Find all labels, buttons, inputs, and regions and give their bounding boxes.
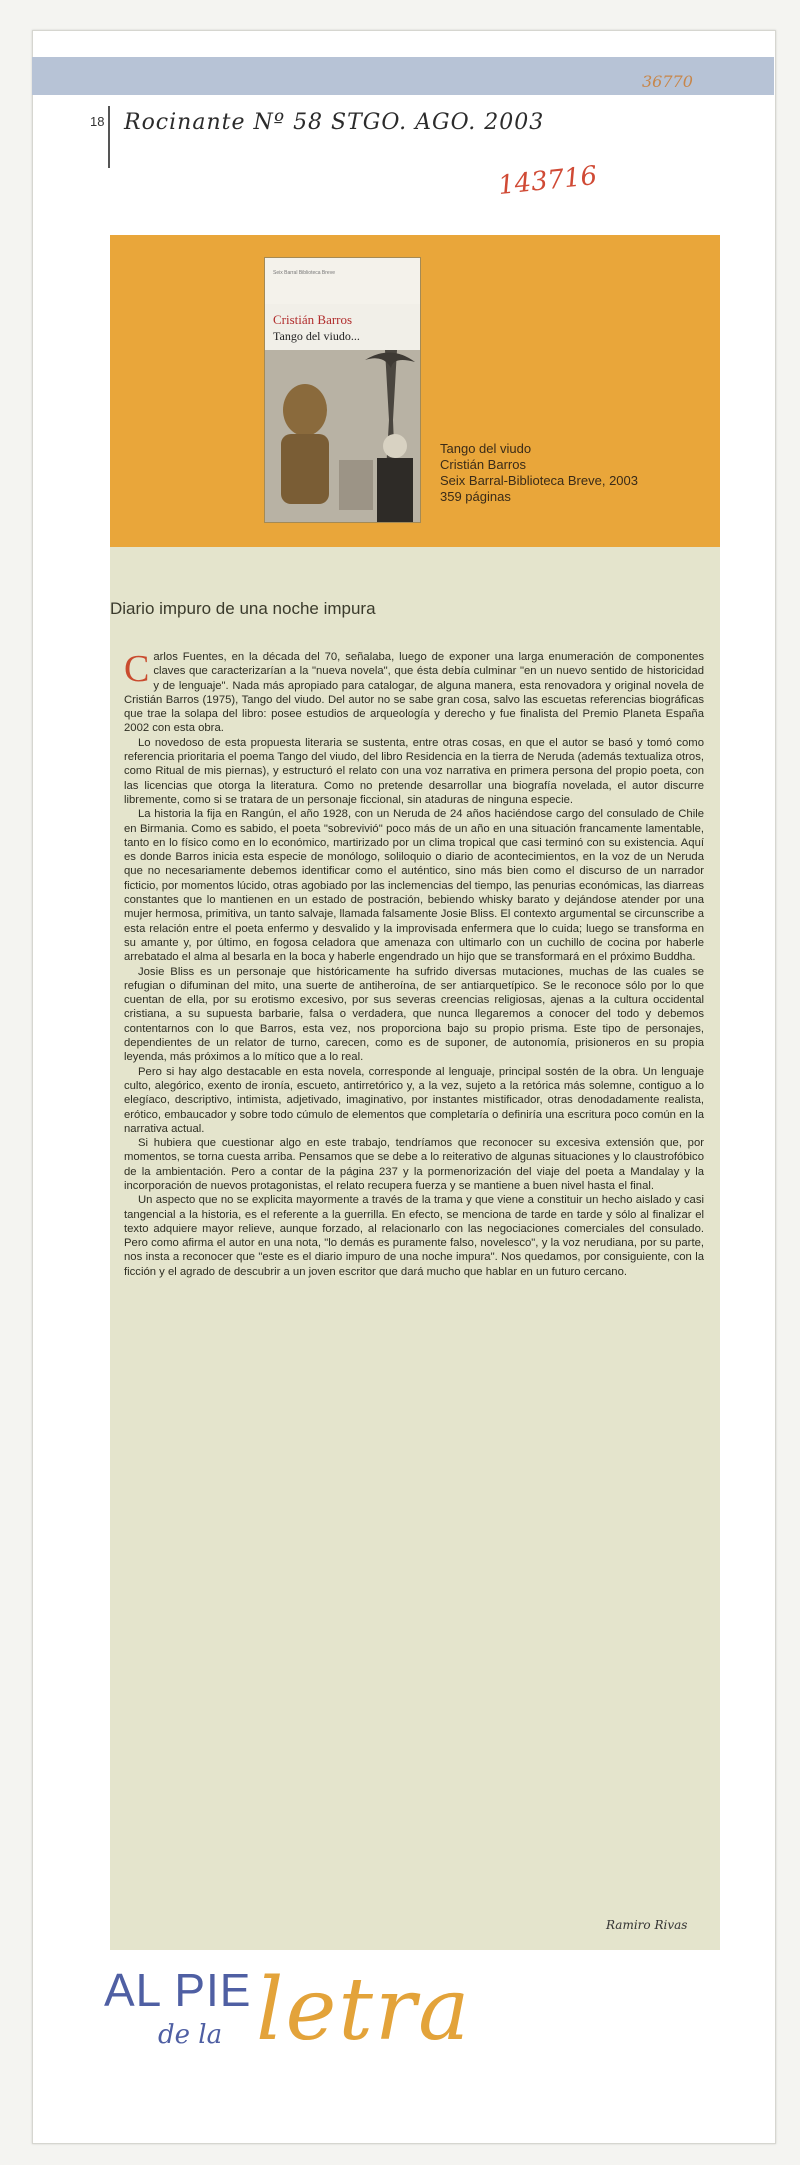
cover-top-band [265,258,420,304]
paragraph: Lo novedoso de esta propuesta literaria se sustenta, entre otras cosas, en que el autor se basó y tomó como referencia prioritaria el poema Tango del viudo, del libro Residencia en la tierra de Neruda (además textualiza otros, como Ritual de mis piernas), y estructuró el relato con una voz narrativa en primera persona del propio poeta, con las licencias que otorga la literatura. Como no pretende desarrollar una biografía novelada, el autor discurre libremente, como si se tratara de un personaje ficcional, sin ataduras de ninguna especie. [124,736,704,806]
red-reference-number: 143716 [496,160,599,202]
drop-cap: C [124,648,150,690]
article-title: Diario impuro de una noche impura [110,599,376,618]
section-logo-al-pie: AL PIE [104,1964,252,2016]
section-logo-de-la: de la [158,2020,223,2050]
book-publisher: Seix Barral-Biblioteca Breve, 2003 [440,473,638,488]
handwritten-top-note: 36770 [642,72,693,91]
cover-series-label: Seix Barral Biblioteca Breve [273,270,335,276]
paragraph: Pero si hay algo destacable en esta novela, corresponde al lenguaje, principal sostén de la obra. Un lenguaje culto, alegórico, exento de ironía, escueto, antirretórico y, a la vez, sujeto a la retórica más solemne, contiguo a lo elegíaco, descriptivo, intimista, adjetivado, imaginativo, por instantes mistificador, otras denodadamente realista, erótico, embaucador y sobre todo cúmulo de elementos que completaría o definiría una escritura poco común en la narrativa actual. [124,1065,704,1135]
paragraph: Si hubiera que cuestionar algo en este trabajo, tendríamos que reconocer su excesiva extensión que, por momentos, se torna cuesta arriba. Pensamos que se debe a lo reiterativo de algunas situaciones y lo claustrofóbico de la ambientación. Pero a contar de la página 237 y la pormenorización del viaje del poeta a Mandalay y la incorporación de nuevos protagonistas, el relato recupera fuerza y se mantiene a buen nivel hasta el final. [124,1137,704,1192]
book-title: Tango del viudo [440,441,532,456]
book-author: Cristián Barros [440,457,526,472]
paragraph: Carlos Fuentes, en la década del 70, señalaba, luego de exponer una larga enumeración de componentes claves que caracterizarían a la "nueva novela", que ésta debía culminar "en un nuevo sentido de historicidad y de lenguaje". Nada más apropiado para catalogar, de alguna manera, esta renovadora y original novela de Cristián Barros (1975), Tango del viudo. Del autor no se sabe gran cosa, salvo las escuetas referencias biográficas que trae la solapa del libro: posee estudios de arqueología y derecho y fue finalista del Premio Planeta España 2002 con esta obra. [124,648,704,735]
book-cover [264,257,421,523]
page-number: 18 [90,114,105,129]
book-details [440,441,638,505]
cover-photo [265,350,420,522]
cover-title: Tango del viudo... [273,329,360,343]
paragraph: La historia la fija en Rangún, el año 1928, con un Neruda de 24 años haciéndose cargo del consulado de Chile en Birmania. Como es sabido, el poeta "sobrevivió" poco más de un año en una situación francamente lamentable, tanto en lo físico como en lo económico, martirizado por un clima tropical que casi terminó con su existencia. Aquí es donde Barros inicia esta especie de monólogo, soliloquio o diario de acontecimientos, en la voz de un Neruda que no necesariamente debemos identificar como el auténtico, sino más bien como el discurso de un narrador ficticio, por momentos lúcido, otras agobiado por las inclemencias del tiempo, las penurias económicas, las diarreas constantes que lo mantienen en un estado de postración, bebiendo whisky barato y dejándose atender por una mujer hermosa, primitiva, un tanto salvaje, llamada falsamente Josie Bliss. El contexto argumental se circunscribe a esta relación entre el poeta enfermo y desvalido y la improvisada enfermera que lo cuida; luego se transforma en su amante y, por último, en fogosa celadora que amenaza con ultimarlo con un cuchillo de cocina por haberle arrebatado el alma al besarla en la boca y haberle engendrado un hijo que se transformará en el próximo Buddha. [124,808,704,964]
page-rule [108,106,110,168]
paragraph: Un aspecto que no se explicita mayormente a través de la trama y que viene a constituir un hecho aislado y casi tangencial a la historia, es el referente a la guerrilla. En efecto, se menciona de tarde en tarde y sólo al finalizar el texto adquiere mayor relieve, aunque forzado, al relacionarlo con las negociaciones comerciales del consulado. Pero como afirma el autor en una nota, "lo demás es puramente falso, novelesco", y la voz nerudiana, por su parte, nos insta a reconocer que "este es el diario impuro de una noche impura". Nos quedamos, por consiguiente, con la ficción y el agrado de descubrir a un joven escritor que dará mucho que hablar en un futuro cercano. [124,1194,704,1278]
book-pages: 359 páginas [440,489,511,504]
article-body [124,650,704,1279]
cover-illustration [265,350,420,522]
handwritten-source-note: Rocinante Nº 58 STGO. AGO. 2003 [124,110,545,135]
paragraph: Josie Bliss es un personaje que históricamente ha sufrido diversas mutaciones, muchas de las cuales se refugian o difuminan del mito, una suerte de antiheroína, de ser antiarquetípico. Se le reconoce sólo por lo que cuentan de ella, por su erotismo excesivo, por sus severas creencias religiosas, ajenas a la cultura occidental cristiana, a su supuesta barbarie, falsa o verdadera, que nunca llegaremos a conocer del todo y debemos contentarnos con lo que Barros, esta vez, nos proporciona bajo su propio prisma. Este tipo de personajes, dependientes de un relator de turno, carecen, como es de suponer, de autonomía, prisioneros en su propia leyenda, más próximos a lo mítico que a lo real. [124,965,704,1064]
cover-author: Cristián Barros [273,312,353,327]
author-signature: Ramiro Rivas [606,1918,688,1932]
section-logo-letra: letra [256,1960,472,2060]
